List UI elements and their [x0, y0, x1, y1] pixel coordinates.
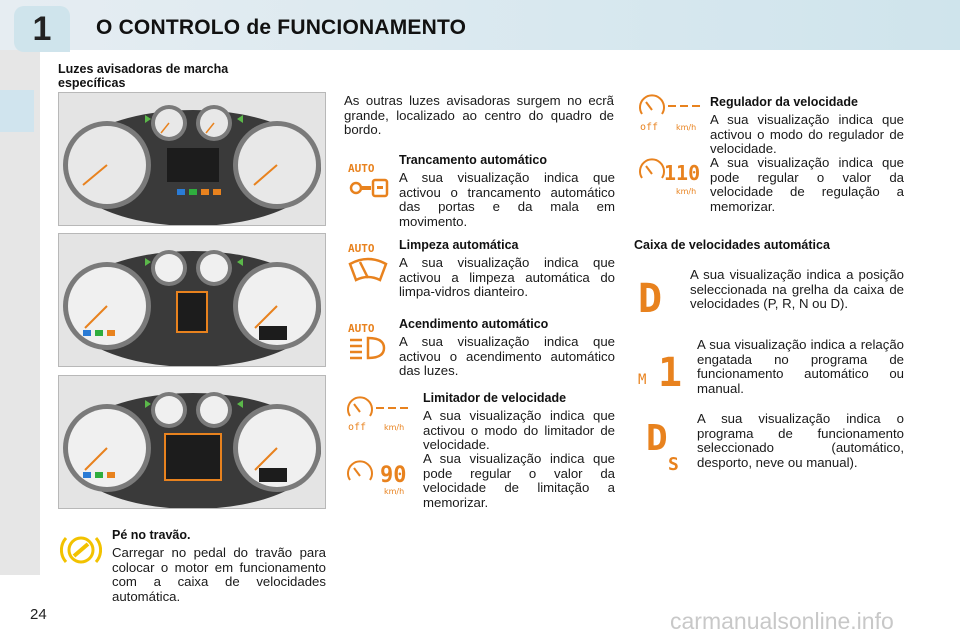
auto-lock-icon-label: AUTO	[348, 162, 375, 175]
cruise-control-unit-label: km/h	[676, 123, 697, 132]
gear-sport-d-icon	[646, 418, 690, 477]
speed-limiter-off-icon	[344, 394, 410, 439]
chapter-number: 1	[32, 9, 52, 48]
brake-title: Pé no travão.	[112, 528, 191, 542]
brake-text: Carregar no pedal do travão para colocar o motor em funcionamento com a caixa de velocidades automática.	[112, 545, 326, 604]
gearbox-text-m: A sua visualização indica a relação engatada no programa de funcionamento automático ou manual.	[697, 337, 904, 396]
cruise-control-value: 110	[664, 161, 701, 185]
gear-manual-number: 1	[658, 350, 683, 390]
gearbox-text-s: A sua visualização indica o programa de funcionamento seleccionado (automático, desporto, neve ou manual).	[697, 411, 904, 470]
cruise-control-off-label: off	[640, 122, 659, 133]
speed-limiter-title: Limitador de velocidade	[423, 391, 567, 405]
cruise-control-off-icon	[636, 92, 702, 139]
gear-manual-prefix: M	[638, 372, 647, 388]
chapter-badge	[14, 6, 70, 52]
auto-lights-icon	[346, 320, 390, 367]
instrument-panel-image-3	[58, 375, 326, 509]
speed-limiter-text-1: A sua visualização indica que activou o modo do limitador de velocidade.	[423, 408, 615, 452]
page-title: O CONTROLO de FUNCIONAMENTO	[96, 16, 467, 39]
instrument-panel-image-1	[58, 92, 326, 226]
gear-position-d-icon	[638, 276, 674, 321]
auto-lock-title: Trancamento automático	[399, 153, 547, 167]
speed-limiter-value-icon	[344, 458, 410, 503]
auto-lights-text: A sua visualização indica que activou o acendimento automático das luzes.	[399, 334, 615, 378]
page-number: 24	[30, 606, 47, 623]
auto-wipe-text: A sua visualização indica que activou a limpeza automática do limpa-vidros dianteiro.	[399, 255, 615, 299]
cruise-control-text-1: A sua visualização indica que activou o modo do regulador de velocidade.	[710, 112, 904, 156]
speed-limiter-value: 90	[380, 463, 407, 488]
gear-sport-main-glyph: D	[646, 418, 668, 459]
auto-lights-title: Acendimento automático	[399, 317, 549, 331]
speed-limiter-text-2: A sua visualização indica que pode regular o valor da velocidade de limitação a memorizar.	[423, 451, 615, 510]
side-tab	[0, 90, 34, 132]
auto-lock-icon	[346, 160, 390, 205]
cruise-control-text-2: A sua visualização indica que pode regular o valor da velocidade de regulação a memorizar.	[710, 155, 904, 214]
gearbox-text-d: A sua visualização indica a posição seleccionada na grelha da caixa de velocidades (P, R, N ou D).	[690, 267, 904, 311]
auto-lights-icon-label: AUTO	[348, 322, 375, 335]
instrument-panel-image-2	[58, 233, 326, 367]
gear-sport-sub-glyph: S	[668, 454, 679, 472]
section-title-specific-lights: Luzes avisadoras de marcha específicas	[58, 62, 229, 90]
gear-manual-1-icon	[638, 350, 688, 395]
cruise-control-value-icon	[636, 156, 702, 203]
intro-text: As outras luzes avisadoras surgem no ecrã grande, localizado ao centro do quadro de bordo.	[344, 93, 614, 137]
cruise-control-value-unit-label: km/h	[676, 187, 697, 196]
speed-limiter-unit-label: km/h	[384, 423, 405, 432]
auto-wipe-icon	[346, 240, 390, 291]
auto-lock-text: A sua visualização indica que activou o trancamento automático das portas e da mala em movimento.	[399, 170, 615, 229]
watermark: carmanualsonline.info	[670, 608, 894, 634]
gearbox-title: Caixa de velocidades automática	[634, 238, 830, 252]
auto-wipe-title: Limpeza automática	[399, 238, 519, 252]
auto-wipe-icon-label: AUTO	[348, 242, 375, 255]
speed-limiter-value-unit-label: km/h	[384, 487, 405, 496]
brake-pedal-warning-icon	[60, 532, 102, 573]
cruise-control-title: Regulador da velocidade	[710, 95, 858, 109]
gear-position-d-glyph: D	[638, 276, 663, 316]
speed-limiter-off-label: off	[348, 422, 367, 433]
